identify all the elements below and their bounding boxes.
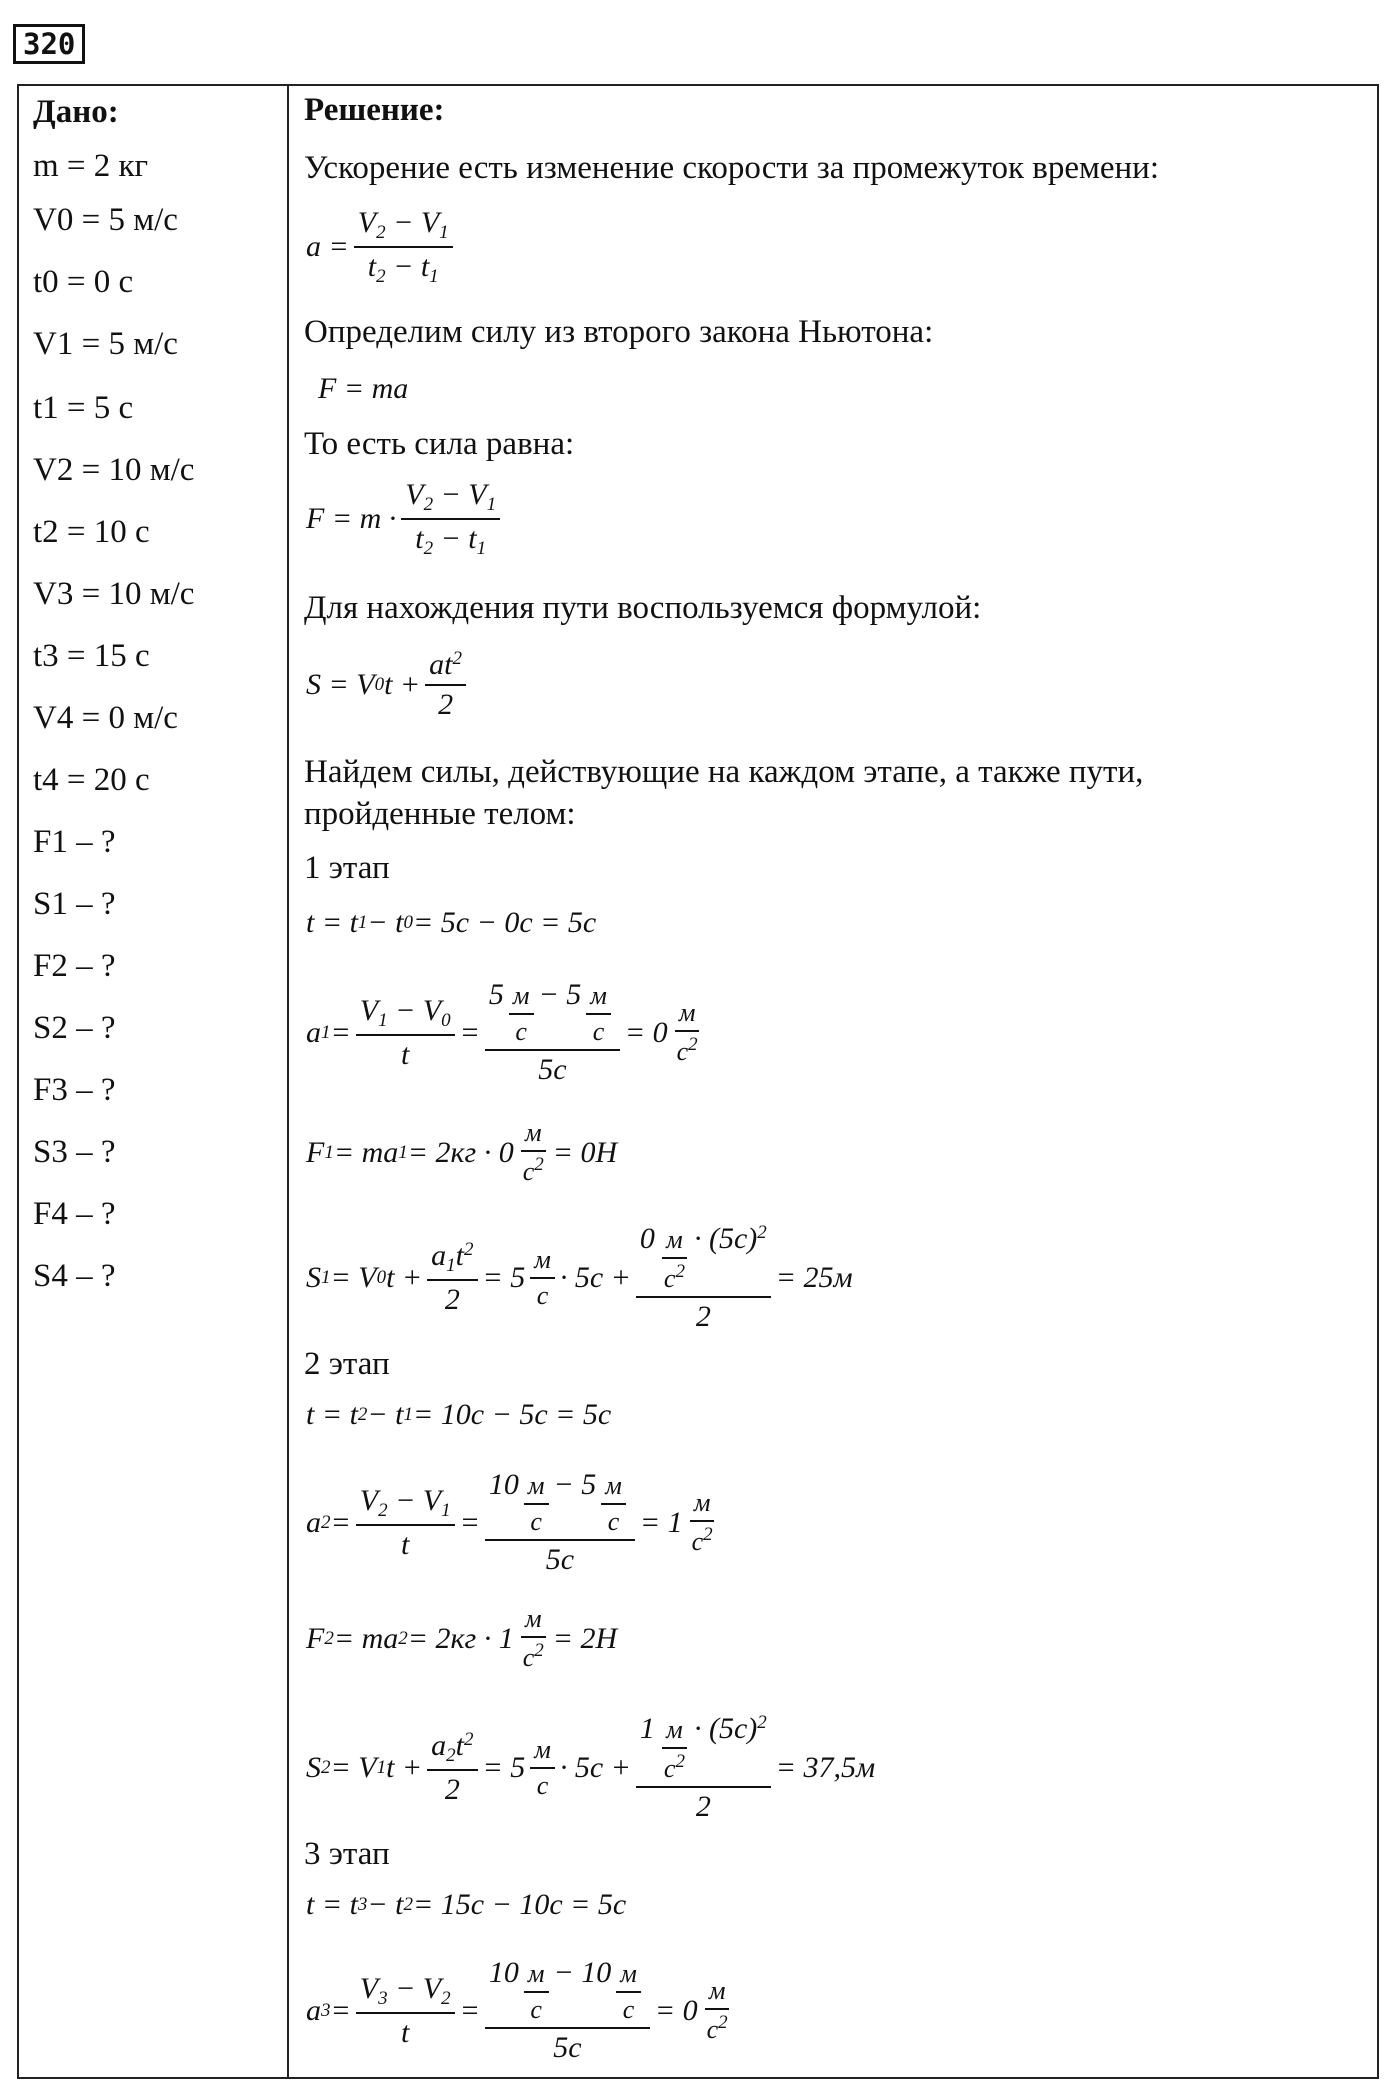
given-column [33,90,283,134]
text-path: Для нахождения пути воспользуемся формулой: [304,590,982,626]
text-force-equals: То есть сила равна: [304,426,575,462]
given-item: V4 = 0 м/с [33,700,178,736]
text-find-1: Найдем силы, действующие на каждом этапе, а также пути, [304,754,1144,790]
given-item: V3 = 10 м/с [33,576,195,612]
stage-1-path: S 1 = V 0 t + $\frac{a_1t^2}{2}$ = 5 $\frac{м}{с}$ · 5c + 0 $\frac{м}{с^2}$ · $(5c)^2$ 2 = 25м [306,1222,853,1333]
stage-3-accel: a 3 = $\frac{V_3 - V_2}{t}$ = 10 $\frac{м}{с}$ − 10 $\frac{м}{с}$ 5c = 0 $\frac{м}{с^2}$ [306,1956,728,2064]
problem-number: 320 [13,24,85,64]
text-force-law: Определим силу из второго закона Ньютона: [304,314,934,350]
stage-1-path-result: = 25м [775,1261,853,1294]
stage-2-force-result: = 2H [552,1621,618,1655]
solution-header-wrap [304,92,1364,129]
formula-acceleration: a = $\frac{V_2 - V_1}{t_2 - t_1}$ [306,206,458,288]
given-header: Дано: [33,94,119,130]
given-item: V0 = 5 м/с [33,202,178,238]
given-item: S2 – ? [33,1010,116,1046]
given-item: F3 – ? [33,1072,116,1108]
given-item: t2 = 10 с [33,514,150,550]
given-item: F1 – ? [33,824,116,860]
given-item: t0 = 0 с [33,264,134,300]
stage-2-accel: a 2 = $\frac{V_2 - V_1}{t}$ = 10 $\frac{м}{с}$ − 5 $\frac{м}{с}$ 5c = 1 $\frac{м}{с^2}$ [306,1468,713,1576]
stage-2-force: F 2 = ma 2 = 2кг · 1 $\frac{м}{с^2}$ = 2H [306,1604,618,1672]
given-item: t4 = 20 с [33,762,150,798]
stage-3-title: 3 этап [304,1836,390,1872]
stage-1-force-result: = 0H [552,1135,618,1169]
given-item: F4 – ? [33,1196,116,1232]
stage-1-time: t = t 1 − t 0 = 5c − 0c = 5c [306,906,597,939]
stage-1-accel: a 1 = $\frac{V_1 - V_0}{t}$ = 5 $\frac{м}{с}$ − 5 $\frac{м}{с}$ 5c = 0 $\frac{м}{с^2}$ [306,978,698,1086]
stage-2-path-result: = 37,5м [775,1751,876,1784]
given-item: F2 – ? [33,948,116,984]
stage-2-path: S 2 = V 1 t + $\frac{a_2t^2}{2}$ = 5 $\frac{м}{с}$ · 5c + 1 $\frac{м}{с^2}$ · $(5c)^2$ 2 = 37,5м [306,1712,876,1823]
given-item: t3 = 15 с [33,638,150,674]
formula-path: S = V 0 t + $\frac{at^2}{2}$ [306,648,471,722]
given-item: t1 = 5 с [33,390,134,426]
given-item: S3 – ? [33,1134,116,1170]
solution-header: Решение: [304,92,445,128]
stage-2-title: 2 этап [304,1346,390,1382]
text-acceleration: Ускорение есть изменение скорости за промежуток времени: [304,150,1160,186]
given-item: S4 – ? [33,1258,116,1294]
column-divider [287,84,289,2079]
given-item: V1 = 5 м/с [33,326,178,362]
stage-1-force: F 1 = ma 1 = 2кг · 0 $\frac{м}{с^2}$ = 0H [306,1118,618,1186]
given-item: m = 2 кг [33,148,149,184]
stage-2-time: t = t 2 − t 1 = 10c − 5c = 5c [306,1398,612,1431]
stage-3-time: t = t 3 − t 2 = 15c − 10c = 5c [306,1888,627,1921]
given-item: V2 = 10 м/с [33,452,195,488]
text-find-2: пройденные телом: [304,796,576,832]
stage-1-title: 1 этап [304,850,390,886]
formula-newton: F = ma [318,372,409,405]
given-item: S1 – ? [33,886,116,922]
formula-force: F = m · $\frac{V_2 - V_1}{t_2 - t_1}$ [306,478,505,560]
